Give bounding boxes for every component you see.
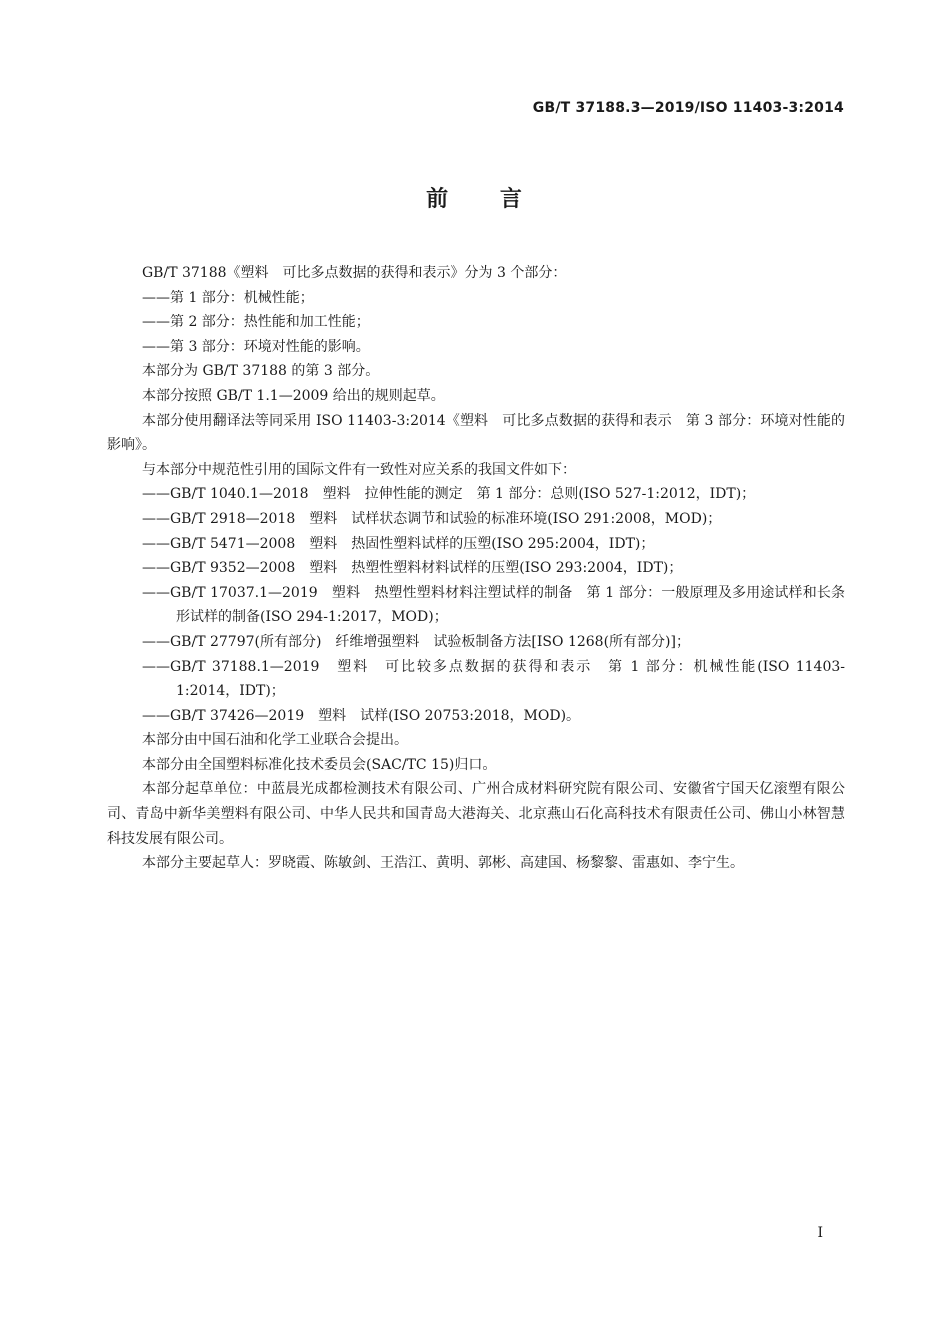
- standard-code-header: GB/T 37188.3—2019/ISO 11403-3:2014: [532, 100, 844, 116]
- part-list-item: ——第 1 部分：机械性能；: [142, 289, 314, 306]
- page-title: 前 言: [426, 187, 524, 212]
- foreword-body: [107, 261, 845, 876]
- intro-paragraph: GB/T 37188《塑料 可比多点数据的获得和表示》分为 3 个部分：: [142, 265, 567, 281]
- reference-item: ——GB/T 1040.1—2018 塑料 拉伸性能的测定 第 1 部分：总则(ISO 527-1:2012，IDT)；: [142, 486, 756, 503]
- committee-statement: 本部分由全国塑料标准化技术委员会(SAC/TC 15)归口。: [142, 756, 497, 773]
- drafting-units-statement: 本部分起草单位：中蓝晨光成都检测技术有限公司、广州合成材料研究院有限公司、安徽省宁国天亿滚塑有限公司、青岛中新华美塑料有限公司、中华人民共和国青岛大港海关、北京燕山石化高科技术有限责任公司、佛山小林智慧科技发展有限公司。: [107, 781, 845, 847]
- proposer-statement: 本部分由中国石油和化学工业联合会提出。: [142, 732, 408, 749]
- drafters-statement: 本部分主要起草人：罗晓霞、陈敏剑、王浩江、黄明、郭彬、高建国、杨黎黎、雷惠如、李宁生。: [142, 855, 744, 872]
- references-intro: 与本部分中规范性引用的国际文件有一致性对应关系的我国文件如下：: [142, 461, 576, 478]
- reference-item: ——GB/T 17037.1—2019 塑料 热塑性塑料材料注塑试样的制备 第 1 部分：一般原理及多用途试样和长条形试样的制备(ISO 294-1:2017，MOD)；: [142, 584, 845, 626]
- reference-item: ——GB/T 5471—2008 塑料 热固性塑料试样的压塑(ISO 295:2004，IDT)；: [142, 535, 655, 552]
- reference-item: ——GB/T 2918—2018 塑料 试样状态调节和试验的标准环境(ISO 291:2008，MOD)；: [142, 510, 722, 527]
- drafting-rules-statement: 本部分按照 GB/T 1.1—2009 给出的规则起草。: [142, 387, 445, 404]
- page-number: I: [817, 1225, 823, 1241]
- adoption-statement: 本部分使用翻译法等同采用 ISO 11403-3:2014《塑料 可比多点数据的获得和表示 第 3 部分：环境对性能的影响》。: [107, 412, 845, 454]
- part-list-item: ——第 3 部分：环境对性能的影响。: [142, 338, 370, 355]
- part-list-item: ——第 2 部分：热性能和加工性能；: [142, 314, 370, 331]
- reference-item: ——GB/T 37188.1—2019 塑料 可比较多点数据的获得和表示 第 1 部分：机械性能(ISO 11403-1:2014，IDT)；: [142, 658, 845, 700]
- part-statement: 本部分为 GB/T 37188 的第 3 部分。: [142, 363, 380, 380]
- reference-item: ——GB/T 9352—2008 塑料 热塑性塑料材料试样的压塑(ISO 293:2004，IDT)；: [142, 560, 683, 577]
- reference-item: ——GB/T 37426—2019 塑料 试样(ISO 20753:2018，MOD)。: [142, 707, 581, 724]
- reference-item: ——GB/T 27797(所有部分) 纤维增强塑料 试验板制备方法[ISO 1268(所有部分)]；: [142, 633, 690, 650]
